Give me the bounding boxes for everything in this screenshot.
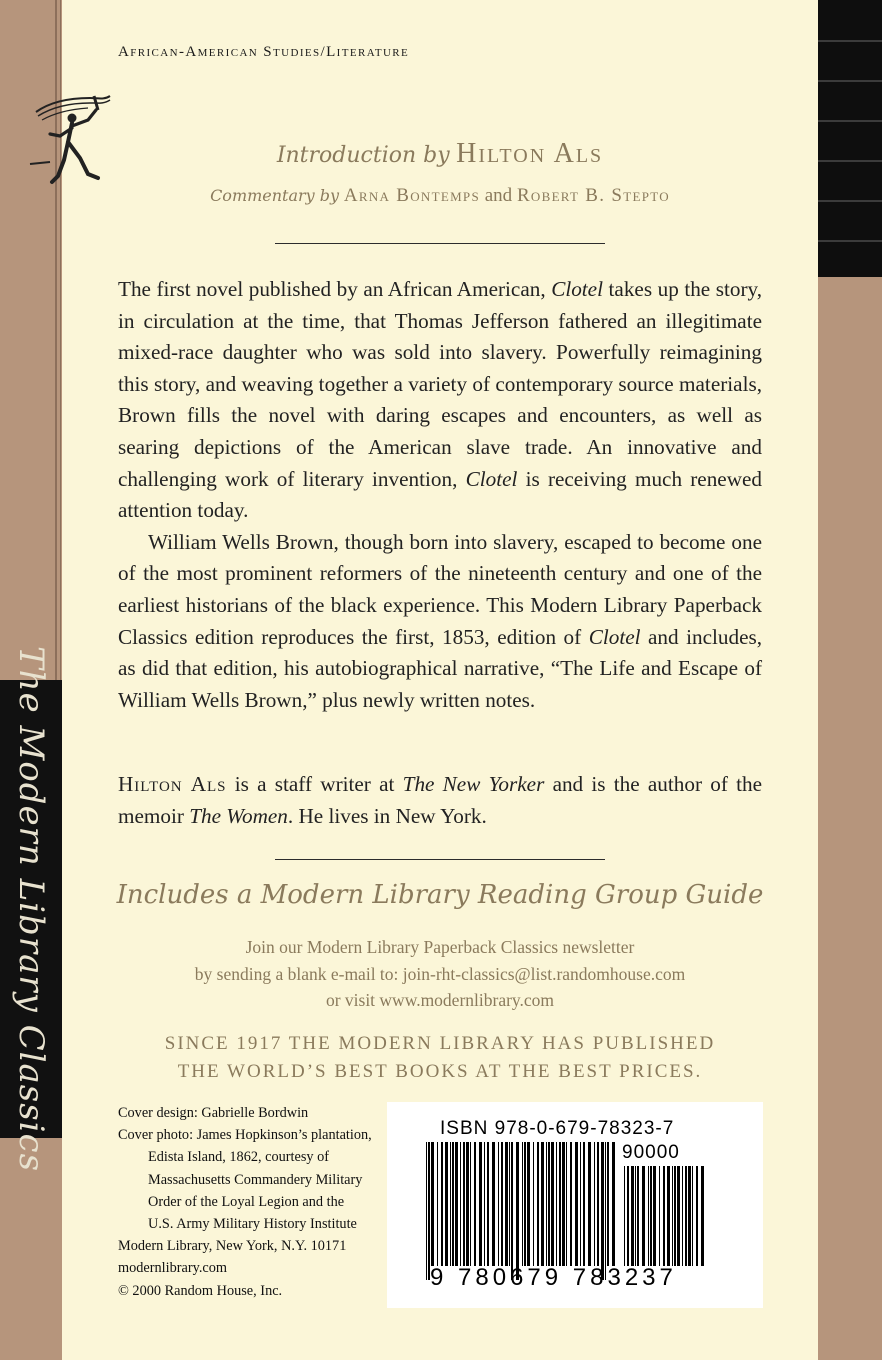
text-run: The first novel published by an African American,: [118, 277, 546, 301]
barcode-bar: [484, 1142, 485, 1266]
commentary-author-2: Robert B. Stepto: [516, 185, 670, 206]
category-label: African-American Studies/Literature: [118, 44, 410, 60]
barcode-bar: [455, 1142, 458, 1266]
description-paragraph-1: [118, 274, 762, 527]
barcode-bar: [588, 1142, 591, 1266]
barcode-bar: [659, 1166, 660, 1266]
barcode-bar: [688, 1166, 691, 1266]
newsletter-block: [62, 934, 818, 1014]
barcode-bar: [653, 1166, 656, 1266]
credit-line: Modern Library, New York, N.Y. 10171: [118, 1238, 347, 1255]
credit-line: Cover photo: James Hopkinson’s plantation,: [118, 1127, 372, 1144]
text-run: and is the author of the memoir: [118, 772, 763, 828]
barcode-bar: [524, 1142, 526, 1266]
barcode-bar: [516, 1142, 519, 1280]
newsletter-line-2: by sending a blank e-mail to: join-rht-classics@list.randomhouse.com: [194, 963, 686, 984]
since-line-1: SINCE 1917 THE MODERN LIBRARY HAS PUBLISHED: [164, 1033, 716, 1054]
right-band-line: [818, 40, 882, 42]
barcode-bar: [428, 1142, 430, 1280]
divider-rule: [275, 243, 605, 244]
barcode-bar: [487, 1142, 489, 1266]
barcode-bar: [551, 1142, 554, 1266]
barcode-bar: [570, 1142, 572, 1266]
barcode-bar: [580, 1142, 581, 1266]
barcode-addon-bars: [624, 1166, 708, 1280]
barcode-bar: [445, 1142, 448, 1266]
divider-rule: [275, 859, 605, 860]
barcode-bar: [631, 1166, 634, 1266]
barcode-bar: [667, 1166, 670, 1266]
introduction-author: Hilton Als: [456, 138, 604, 169]
book-title: Clotel: [551, 277, 603, 301]
bio-author-name: Hilton Als: [118, 772, 227, 796]
price-code-label: 90000: [622, 1142, 680, 1163]
right-band-line: [818, 200, 882, 202]
barcode-bar: [607, 1142, 609, 1266]
barcode-bar: [583, 1142, 585, 1266]
barcode-bar: [441, 1142, 443, 1266]
barcode-bar: [597, 1142, 599, 1266]
barcode-bar: [492, 1142, 495, 1266]
barcode-bar: [556, 1142, 557, 1266]
book-title: Clotel: [588, 624, 641, 649]
reading-guide-line: Includes a Modern Library Reading Group Guide: [116, 880, 764, 910]
author-bio: [118, 769, 762, 832]
barcode-bar: [522, 1142, 523, 1266]
commentary-prefix: Commentary by: [210, 186, 340, 205]
barcode-bar: [505, 1142, 508, 1266]
barcode-bar: [466, 1142, 469, 1266]
barcode-bar: [635, 1166, 636, 1266]
barcode-main-bars: [426, 1142, 616, 1280]
right-brown-band: [818, 277, 882, 1360]
barcode-bar: [627, 1166, 629, 1266]
since-1917-block: [62, 1030, 818, 1086]
barcode-bar: [479, 1142, 482, 1266]
credit-line: Edista Island, 1862, courtesy of: [148, 1149, 330, 1166]
barcode-bar: [648, 1166, 649, 1266]
barcode-bar: [509, 1142, 510, 1266]
author-bio-paragraph: [118, 769, 762, 832]
credit-line: Order of the Loyal Legion and the: [148, 1193, 345, 1210]
newsletter-line-1: Join our Modern Library Paperback Classics newsletter: [245, 937, 635, 957]
right-band-line: [818, 120, 882, 122]
right-band-line: [818, 80, 882, 82]
text-run: . He lives in New York.: [287, 803, 487, 828]
barcode-bar: [663, 1166, 665, 1266]
since-line-2: THE WORLD’S BEST BOOKS AT THE BEST PRICES.: [177, 1061, 703, 1082]
credit-line: © 2000 Random House, Inc.: [118, 1282, 283, 1299]
barcode-bar: [601, 1142, 604, 1280]
barcode-bar: [463, 1142, 465, 1266]
text-run: William Wells Brown, though born into slavery, escaped to become one of the most prominent reformers of the nineteenth century and one of the earliest historians of the black experience. This Modern Library Paperback Classics edition reproduces the first, 1853, edition of: [118, 529, 762, 649]
barcode-bar: [685, 1166, 687, 1266]
newsletter-line-3: or visit www.modernlibrary.com: [325, 990, 555, 1010]
barcode-bar: [511, 1142, 513, 1280]
barcode-bar: [562, 1142, 565, 1266]
barcode-bar: [672, 1166, 673, 1266]
book-title: Clotel: [465, 466, 518, 491]
description-block: [118, 274, 762, 716]
barcode-bar: [677, 1166, 680, 1266]
credit-line: modernlibrary.com: [118, 1260, 228, 1277]
introduction-line: [62, 138, 818, 170]
barcode-bar: [692, 1166, 693, 1266]
description-paragraph-2: [118, 527, 762, 717]
isbn-label: ISBN 978-0-679-78323-7: [440, 1118, 675, 1139]
barcode-bar: [594, 1142, 595, 1266]
commentary-author-1: Arna Bontemps: [343, 185, 480, 206]
credit-line: Cover design: Gabrielle Bordwin: [118, 1105, 309, 1121]
barcode-bar: [682, 1166, 683, 1266]
barcode-bar: [701, 1166, 704, 1266]
credit-line: Massachusetts Commandery Military: [148, 1171, 363, 1188]
barcode-bar: [527, 1142, 530, 1266]
barcode-bar: [674, 1166, 676, 1266]
barcode-bar: [450, 1142, 451, 1266]
barcode-bar: [605, 1142, 606, 1280]
barcode-bar: [426, 1142, 427, 1280]
barcode-bar: [460, 1142, 461, 1266]
barcode-bar: [452, 1142, 454, 1266]
barcode-bar: [474, 1142, 476, 1266]
text-run: is receiving much renewed attention today.: [118, 466, 763, 523]
commentary-and: and: [484, 185, 513, 206]
memoir-title: The Women: [189, 803, 288, 828]
barcode-bar: [696, 1166, 698, 1266]
spine-label-wrap: [0, 645, 62, 1173]
barcode-bar: [431, 1142, 434, 1266]
barcode-bar: [624, 1166, 625, 1266]
introduction-prefix: Introduction by: [276, 143, 450, 168]
barcode-bar: [501, 1142, 503, 1266]
barcode-bar: [537, 1142, 539, 1266]
right-band-line: [818, 160, 882, 162]
magazine-title: The New Yorker: [402, 772, 545, 796]
barcode-bar: [637, 1166, 639, 1266]
barcode-bar: [470, 1142, 471, 1266]
commentary-line: [62, 185, 818, 207]
text-run: takes up the story, in circulation at the time, that Thomas Jefferson fathered an illegitimate mixed-race daughter who was sold into slavery. Powerfully reimagining this story, and weaving together a variety of contemporary source materials, Brown fills the novel with daring escapes and encounters, as well as searing depictions of the American slave trade. An innovative and challenging work of literary invention,: [118, 277, 763, 491]
barcode-bar: [650, 1166, 652, 1266]
ean-digits: 9 780679 783237: [430, 1264, 677, 1291]
text-run: and includes, as did that edition, his autobiographical narrative, “The Life and Escape of William Wells Brown,” plus newly written notes.: [118, 624, 763, 712]
barcode-bar: [546, 1142, 547, 1266]
cover-credits: [118, 1102, 372, 1302]
barcode-bar: [566, 1142, 567, 1266]
text-run: is a staff writer at: [234, 772, 395, 796]
barcode-bar: [642, 1166, 645, 1266]
credit-line: U.S. Army Military History Institute: [148, 1216, 357, 1233]
barcode-bar: [541, 1142, 544, 1266]
barcode-bar: [498, 1142, 499, 1266]
spine-label: The Modern Library Classics: [11, 645, 51, 1173]
barcode-bar: [548, 1142, 550, 1266]
barcode-bar: [437, 1142, 438, 1266]
barcode-bar: [559, 1142, 561, 1266]
barcode-bar: [533, 1142, 534, 1266]
barcode-bar: [575, 1142, 578, 1266]
barcode-bar: [612, 1142, 615, 1266]
right-band-line: [818, 240, 882, 242]
